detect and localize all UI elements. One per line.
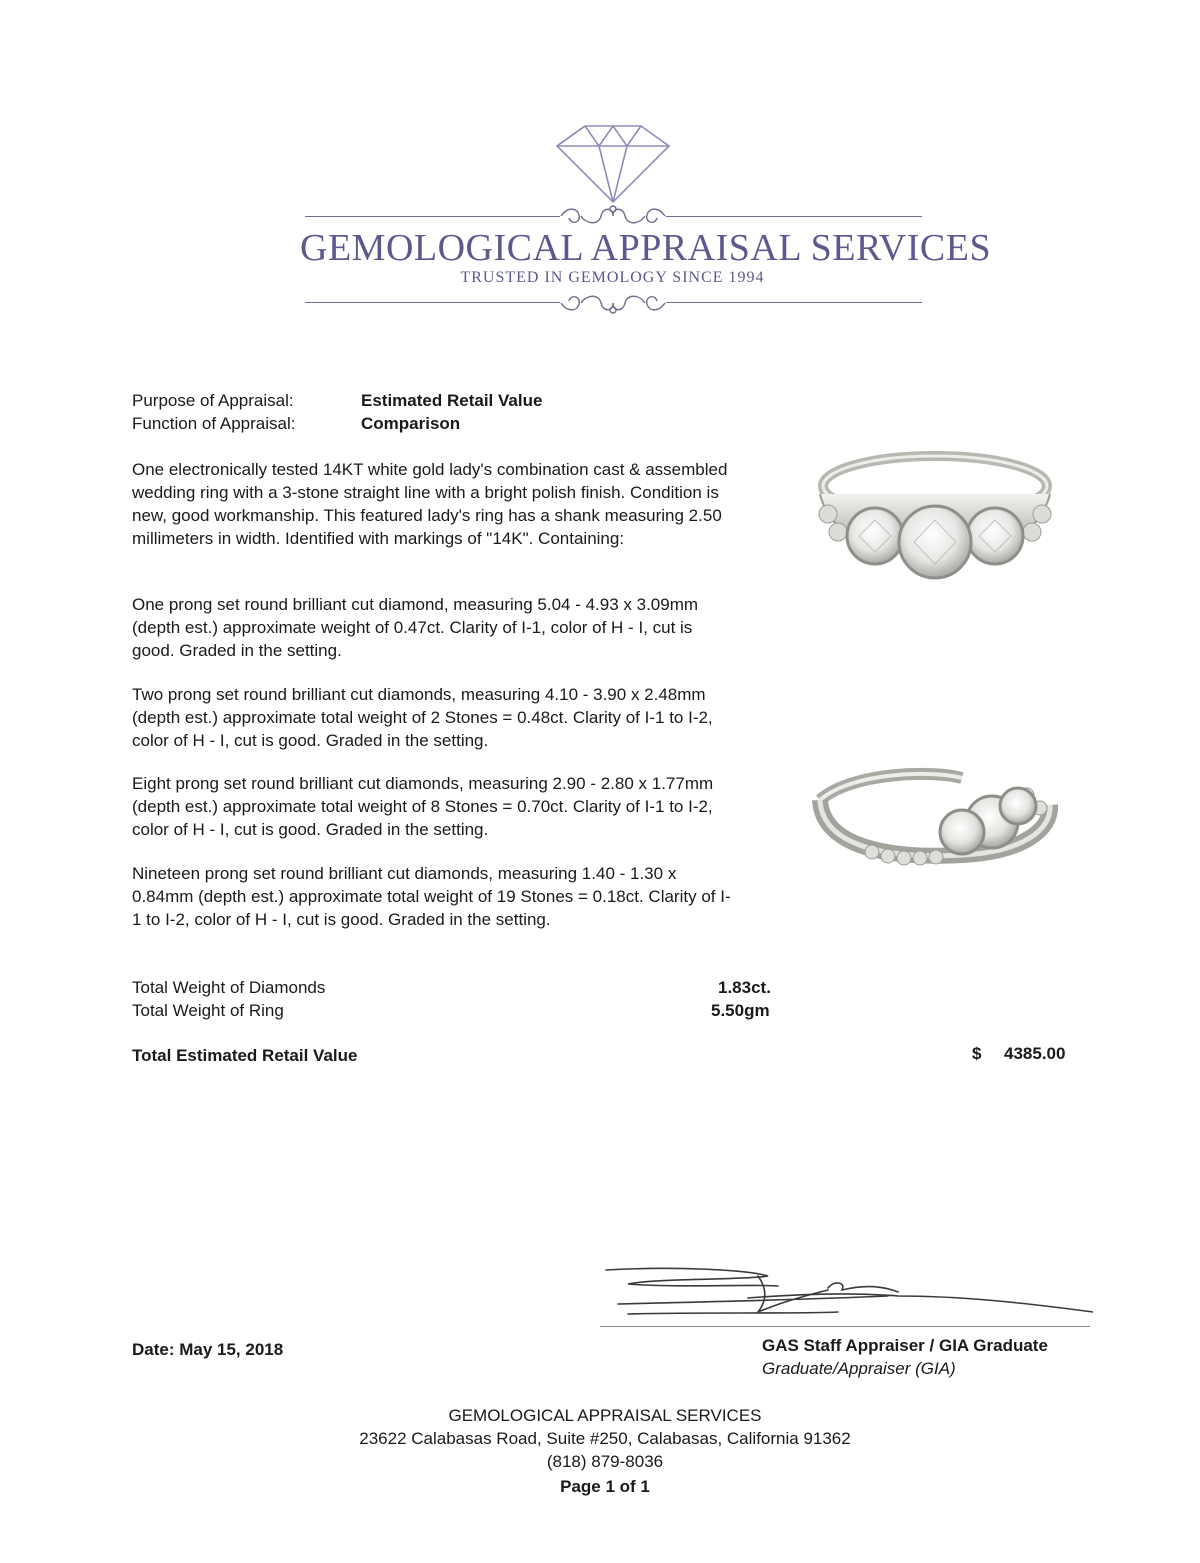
footer-company: GEMOLOGICAL APPRAISAL SERVICES <box>448 1406 762 1425</box>
purpose-value: Estimated Retail Value <box>361 391 543 410</box>
function-value: Comparison <box>361 414 461 433</box>
appraisal-date: Date: May 15, 2018 <box>132 1340 284 1359</box>
total-diamonds-label: Total Weight of Diamonds <box>132 978 326 997</box>
header-top-rule <box>305 216 560 217</box>
diamond-logo-icon <box>555 122 671 204</box>
footer-phone: (818) 879-8036 <box>546 1452 664 1471</box>
accent-stones-description: Eight prong set round brilliant cut diamonds, measuring 2.90 - 2.80 x 1.77mm (depth est.) approximate total weight of 8 Stones = 0.70ct. Clarity of I-1 to I-2, color of H - I, cut is good. Graded in the setting. <box>132 774 714 839</box>
function-label: Function of Appraisal: <box>132 414 296 433</box>
purpose-label: Purpose of Appraisal: <box>132 391 294 410</box>
ring-side-photo <box>812 760 1062 875</box>
ring-front-photo <box>810 444 1060 589</box>
melee-stones-description: Nineteen prong set round brilliant cut diamonds, measuring 1.40 - 1.30 x 0.84mm (depth est.) approximate total weight of 19 Stones = 0.18ct. Clarity of I-1 to I-2, color of H - I, cut is good. Graded in the setting. <box>132 864 731 929</box>
side-stones-description: Two prong set round brilliant cut diamonds, measuring 4.10 - 3.90 x 2.48mm (depth est.) approximate total weight of 2 Stones = 0.48ct. Clarity of I-1 to I-2, color of H - I, cut is good. Graded in the setting. <box>132 685 713 750</box>
total-retail-label: Total Estimated Retail Value <box>132 1046 358 1065</box>
total-diamonds-value: 1.83ct. <box>718 978 771 997</box>
appraiser-title: GAS Staff Appraiser / GIA Graduate <box>762 1336 1048 1355</box>
total-ring-label: Total Weight of Ring <box>132 1001 284 1020</box>
header-bottom-rule <box>305 302 560 303</box>
total-retail-value: 4385.00 <box>1004 1044 1066 1063</box>
header-top-rule-right <box>666 216 922 217</box>
currency-symbol: $ <box>972 1044 982 1063</box>
ring-description: One electronically tested 14KT white gold lady's combination cast & assembled wedding ring with a 3-stone straight line with a bright polish finish. Condition is new, good workmanship. This featured lady's ring has a shank measuring 2.50 millimeters in width. Identified with markings of "14K". Containing: <box>132 460 728 548</box>
center-stone-description: One prong set round brilliant cut diamond, measuring 5.04 - 4.93 x 3.09mm (depth est.) approximate weight of 0.47ct. Clarity of I-1, color of H - I, cut is good. Graded in the setting. <box>132 595 699 660</box>
appraiser-subtitle: Graduate/Appraiser (GIA) <box>762 1359 956 1378</box>
header-bottom-rule-right <box>666 302 922 303</box>
footer-address: 23622 Calabasas Road, Suite #250, Calabasas, California 91362 <box>359 1429 851 1448</box>
total-ring-value: 5.50gm <box>711 1001 770 1020</box>
page-number: Page 1 of 1 <box>560 1477 650 1496</box>
ornament-flourish-bottom <box>553 290 673 316</box>
brand-tagline: TRUSTED IN GEMOLOGY SINCE 1994 <box>460 269 765 286</box>
brand-name: GEMOLOGICAL APPRAISAL SERVICES <box>300 227 992 269</box>
signature-line <box>600 1326 1090 1327</box>
appraiser-signature <box>598 1262 1093 1324</box>
